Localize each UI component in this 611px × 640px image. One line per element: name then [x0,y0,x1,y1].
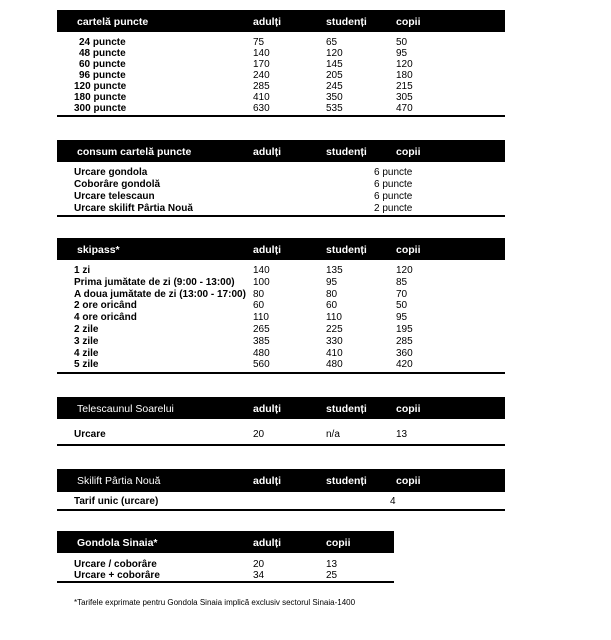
header-col-copii: copii [396,16,421,28]
table-row: Coborâre gondolă 6 puncte [74,179,413,190]
table-row: 48 puncte 140 120 95 [79,48,408,59]
table-bottom-rule [57,444,505,446]
header-col-studenti: studenți [326,16,367,28]
table-header: skipass* adulți studenți copii [57,238,505,260]
table-row: 4 ore oricând 110 110 95 [74,312,408,323]
footnote: *Tarifele exprimate pentru Gondola Sinaia implică exclusiv sectorul Sinaia-1400 [74,598,356,607]
table-top-rule [57,491,505,492]
table-bottom-rule [57,372,505,374]
table-bottom-rule [57,115,505,117]
table-header: consum cartelă puncte adulți studenți copii [57,140,505,162]
table-row: 120 puncte 285 245 215 [74,81,413,92]
table-header: Gondola Sinaia* adulți copii [57,531,394,553]
table-row: Tarif unic (urcare) 4 [74,496,396,507]
table-header: Skilift Pârtia Nouă adulți studenți copii [57,469,505,491]
header-col-adulti: adulți [253,16,281,28]
table-bottom-rule [57,215,505,217]
table-row: 4 zile 480 410 360 [74,348,413,359]
table-header [57,10,505,32]
table-header: Telescaunul Soarelui adulți studenți copii [57,397,505,419]
table-row: Urcare + coborâre 34 25 [74,570,338,581]
table-row: 2 zile 265 225 195 [74,324,413,335]
header-col-name: cartelă puncte [77,16,149,28]
table-row: Urcare skilift Pârtia Nouă 2 puncte [74,203,413,214]
table-row: 3 zile 385 330 285 [74,336,413,347]
table-bottom-rule [57,509,505,511]
table-row: Urcare / coborâre 20 13 [74,559,338,570]
table-row: Urcare gondola 6 puncte [74,167,413,178]
table-row: Urcare 20 n/a 13 [74,429,408,440]
table-row: 300 puncte 630 535 470 [74,103,413,114]
table-row: Urcare telescaun 6 puncte [74,191,413,202]
table-row: 5 zile 560 480 420 [74,359,413,370]
table-row: 60 puncte 170 145 120 [79,59,413,70]
table-row: 2 ore oricând 60 60 50 [74,300,408,311]
table-row: 180 puncte 410 350 305 [74,92,413,103]
table-bottom-rule [57,581,394,583]
table-row: Prima jumătate de zi (9:00 - 13:00) 100 95 85 [74,277,408,288]
table-row: 24 puncte 75 65 50 [79,37,408,48]
table-row: 1 zi 140 135 120 [74,265,413,276]
table-row: A doua jumătate de zi (13:00 - 17:00) 80 80 70 [74,289,408,300]
table-row: 96 puncte 240 205 180 [79,70,413,81]
